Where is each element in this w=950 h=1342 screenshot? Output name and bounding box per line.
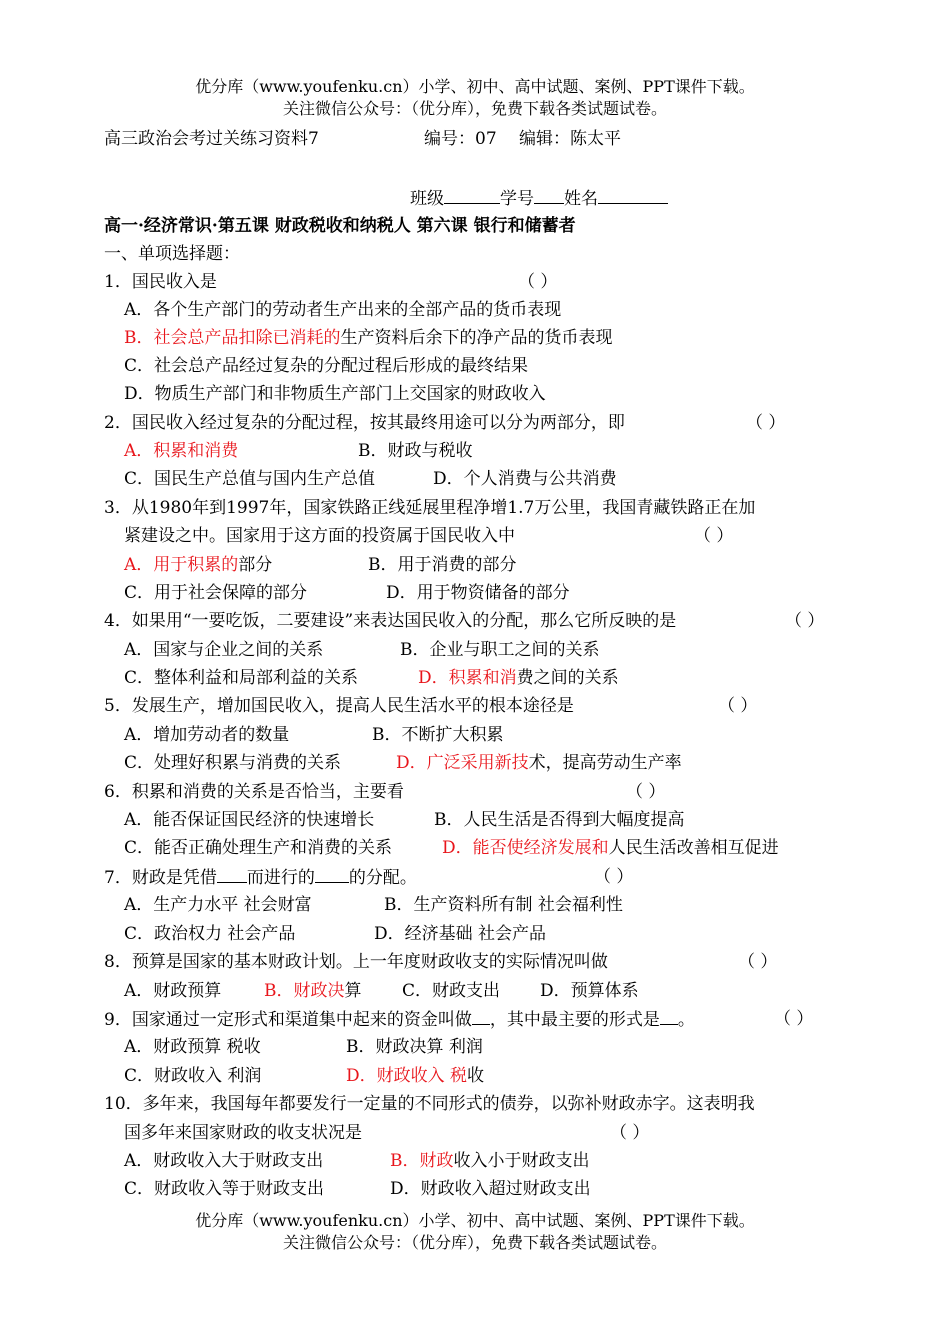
q5-stem: 5．发展生产，增加国民收入，提高人民生活水平的根本途径是: [104, 696, 574, 716]
q7-stem-part-1: 7．财政是凭借: [104, 868, 217, 888]
doc-editor: 编辑：陈太平: [519, 129, 621, 149]
q2-stem: 2．国民收入经过复杂的分配过程，按其最终用途可以分为两部分，即: [104, 413, 625, 433]
doc-title: 高三政治会考过关练习资料7: [104, 129, 319, 149]
q10-option-b-rest: 收入小于财政支出: [453, 1151, 590, 1171]
q6-option-b: B．人民生活是否得到大幅度提高: [434, 810, 685, 830]
q7-stem: [104, 865, 417, 890]
q7-option-d: D．经济基础 社会产品: [374, 924, 547, 944]
q9-stem: [104, 1007, 695, 1032]
student-info: [410, 186, 668, 211]
q8-option-c: C．财政支出: [402, 981, 501, 1001]
q7-stem-part-3: 的分配。: [348, 868, 417, 888]
id-blank: [534, 186, 564, 204]
q9-option-d-rest: 收: [467, 1066, 485, 1086]
q1-option-d: D．物质生产部门和非物质生产部门上交国家的财政收入: [124, 384, 546, 404]
q8-stem: 8．预算是国家的基本财政计划。上一年度财政收支的实际情况叫做: [104, 952, 608, 972]
q2-option-a: A．积累和消费: [124, 441, 239, 461]
q10-option-a: A．财政收入大于财政支出: [124, 1151, 324, 1171]
q1-option-b: [124, 326, 613, 350]
q1-option-c: C．社会总产品经过复杂的分配过程后形成的最终结果: [124, 356, 529, 376]
q7-answer-paren: （ ）: [594, 867, 634, 887]
q3-option-a-marked: A．用于积累的: [124, 555, 239, 575]
q8-option-b-marked: B．财政决: [264, 981, 345, 1001]
q1-stem: 1．国民收入是: [104, 272, 217, 292]
q5-option-a: A．增加劳动者的数量: [124, 725, 290, 745]
q7-option-c: C．政治权力 社会产品: [124, 924, 296, 944]
q1-option-b-rest: 生产资料后余下的净产品的货币表现: [340, 328, 613, 348]
q10-option-b-marked: B．财政: [390, 1151, 454, 1171]
q9-option-d-marked: D．财政收入 税: [346, 1066, 468, 1086]
q3-option-c: C．用于社会保障的部分: [124, 583, 308, 603]
q8-option-d: D．预算体系: [540, 981, 639, 1001]
q10-option-d: D．财政收入超过财政支出: [390, 1179, 591, 1199]
q10-stem-line-1: 10．多年来，我国每年都要发行一定量的不同形式的债券，以弥补财政赤字。这表明我: [104, 1094, 755, 1114]
q2-answer-paren: （ ）: [746, 413, 786, 433]
q10-option-b: [390, 1149, 590, 1173]
q6-stem: 6．积累和消费的关系是否恰当，主要看: [104, 782, 404, 802]
q8-option-b-rest: 算: [344, 981, 362, 1001]
q5-answer-paren: （ ）: [718, 696, 758, 716]
q5-option-d-marked: D．广泛采用新技: [396, 753, 529, 773]
q9-stem-part-3: 。: [677, 1010, 695, 1030]
q10-stem-line-2: 国多年来国家财政的收支状况是: [124, 1123, 362, 1143]
q3-option-b: B．用于消费的部分: [368, 555, 517, 575]
q4-stem: 4．如果用“一要吃饭，二要建设”来表达国民收入的分配，那么它所反映的是: [104, 611, 677, 631]
q9-option-a: A．财政预算 税收: [124, 1037, 261, 1057]
site-header-line-1: 优分库（www.youfenku.cn）小学、初中、高中试题、案例、PPT课件下载。: [195, 77, 755, 96]
q6-option-d-marked: D．能否使经济发展和: [442, 838, 609, 858]
q4-option-d-rest: 费之间的关系: [516, 668, 619, 688]
q4-option-c: C．整体利益和局部利益的关系: [124, 668, 359, 688]
q2-option-b: B．财政与税收: [358, 441, 473, 461]
q9-option-c: C．财政收入 利润: [124, 1066, 262, 1086]
q6-option-c: C．能否正确处理生产和消费的关系: [124, 838, 393, 858]
q5-option-d: [396, 751, 682, 775]
q3-option-a: [124, 553, 272, 577]
q5-option-d-rest: 术，提高劳动生产率: [528, 753, 682, 773]
q9-option-b: B．财政决算 利润: [346, 1037, 483, 1057]
q9-blank-1: [472, 1007, 490, 1025]
q4-option-a: A．国家与企业之间的关系: [124, 640, 324, 660]
q7-blank-2: [315, 865, 349, 883]
site-footer-line-1: 优分库（www.youfenku.cn）小学、初中、高中试题、案例、PPT课件下载。: [195, 1211, 755, 1230]
q3-stem-line-1: 3．从1980年到1997年，国家铁路正线延展里程净增1.7万公里，我国青藏铁路正在加: [104, 498, 756, 518]
q9-stem-part-1: 9．国家通过一定形式和渠道集中起来的资金叫做: [104, 1010, 472, 1030]
q2-option-c: C．国民生产总值与国内生产总值: [124, 469, 376, 489]
q9-option-d: [346, 1064, 484, 1088]
class-blank: [444, 186, 500, 204]
name-blank: [598, 186, 668, 204]
q3-stem-line-2: 紧建设之中。国家用于这方面的投资属于国民收入中: [124, 526, 515, 546]
q9-answer-paren: （ ）: [774, 1009, 814, 1029]
q8-answer-paren: （ ）: [738, 952, 778, 972]
q1-option-a: A．各个生产部门的劳动者生产出来的全部产品的货币表现: [124, 300, 562, 320]
q6-option-a: A．能否保证国民经济的快速增长: [124, 810, 375, 830]
q4-option-b: B．企业与职工之间的关系: [400, 640, 600, 660]
q4-option-d-marked: D．积累和消: [418, 668, 517, 688]
q7-stem-part-2: 而进行的: [246, 868, 315, 888]
site-footer-line-2: 关注微信公众号：（优分库），免费下载各类试题试卷。: [282, 1233, 667, 1252]
q4-answer-paren: （ ）: [785, 611, 825, 631]
q7-blank-1: [217, 865, 247, 883]
q10-option-c: C．财政收入等于财政支出: [124, 1179, 325, 1199]
q1-answer-paren: （ ）: [518, 272, 558, 292]
q8-option-b: [264, 979, 362, 1003]
q8-option-a: A．财政预算: [124, 981, 222, 1001]
q5-option-c: C．处理好积累与消费的关系: [124, 753, 342, 773]
q5-option-b: B．不断扩大积累: [372, 725, 504, 745]
q1-option-b-marked: B．社会总产品扣除已消耗的: [124, 328, 341, 348]
class-label: 班级: [410, 189, 444, 209]
q7-option-b: B．生产资料所有制 社会福利性: [384, 895, 623, 915]
q6-answer-paren: （ ）: [626, 782, 666, 802]
q2-option-d: D．个人消费与公共消费: [433, 469, 617, 489]
q9-stem-part-2: ，其中最主要的形式是: [489, 1010, 660, 1030]
q3-option-a-rest: 部分: [238, 555, 273, 575]
q9-blank-2: [660, 1007, 678, 1025]
q10-answer-paren: （ ）: [610, 1123, 650, 1143]
q3-option-d: D．用于物资储备的部分: [386, 583, 570, 603]
name-label: 姓名: [564, 189, 598, 209]
q4-option-d: [418, 666, 619, 690]
site-header-line-2: 关注微信公众号：（优分库），免费下载各类试题试卷。: [282, 99, 667, 118]
q3-answer-paren: （ ）: [694, 526, 734, 546]
doc-number: 编号：07: [424, 129, 497, 149]
q6-option-d: [442, 836, 779, 860]
q7-option-a: A．生产力水平 社会财富: [124, 895, 312, 915]
lesson-title: 高一·经济常识·第五课 财政税收和纳税人 第六课 银行和储蓄者: [104, 216, 576, 236]
id-label: 学号: [500, 189, 534, 209]
q6-option-d-rest: 人民生活改善相互促进: [608, 838, 779, 858]
section-title: 一、单项选择题：: [104, 244, 240, 264]
